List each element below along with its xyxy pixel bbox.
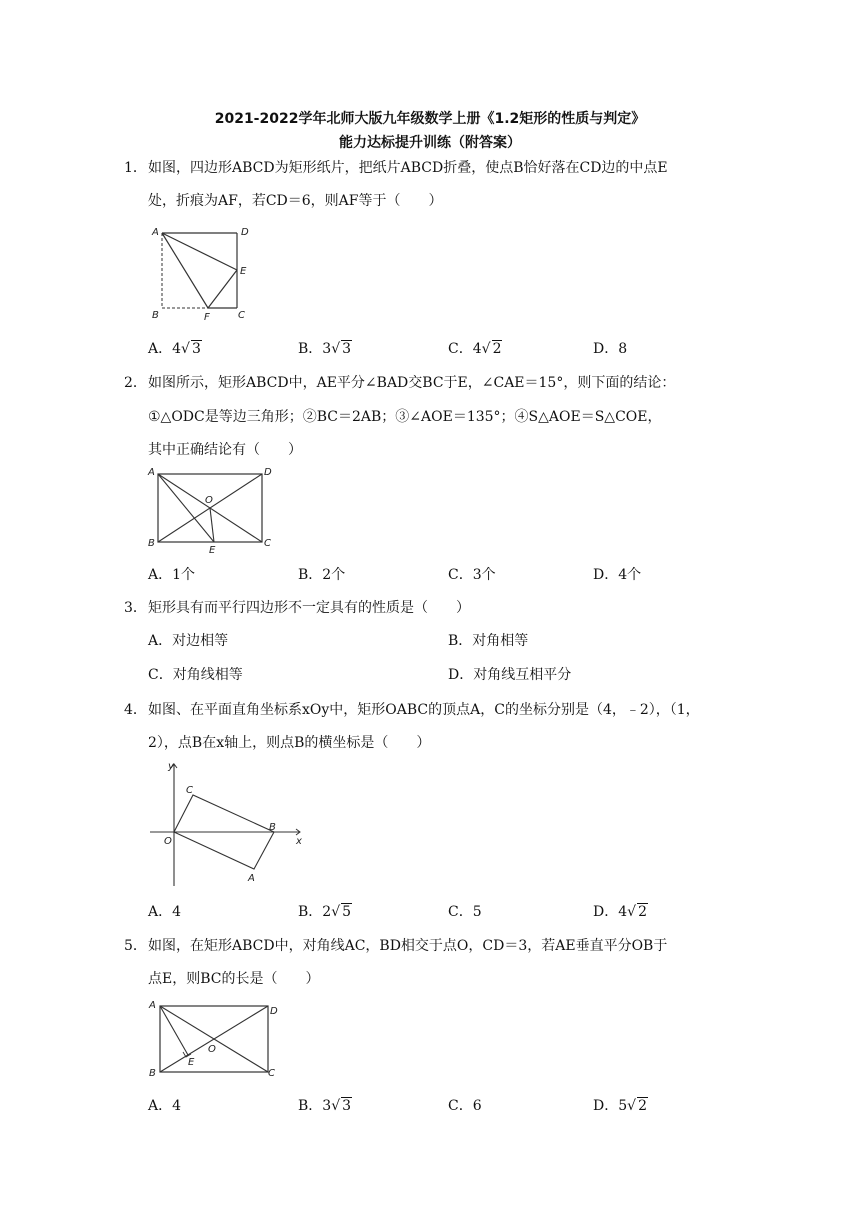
q1-option-c[interactable]: C．4√ 2	[448, 341, 502, 357]
q5-option-a[interactable]: A．4	[148, 1098, 182, 1114]
q5-option-b[interactable]: B．3√ 3	[298, 1098, 352, 1114]
q2-option-b[interactable]: B．2个	[298, 567, 346, 583]
q1-label-c: C	[238, 310, 245, 321]
q4-figure	[148, 760, 308, 890]
q5-segment-ae	[160, 1006, 188, 1055]
q2-option-c[interactable]: C．3个	[448, 567, 496, 583]
q3-option-c[interactable]: C．对角线相等	[148, 667, 243, 683]
q2-label-a: A	[148, 467, 155, 478]
document-title: 2021-2022学年北师大版九年级数学上册《1.2矩形的性质与判定》	[214, 111, 646, 127]
q4-label-o: O	[164, 836, 172, 847]
q1-option-d[interactable]: D．8	[593, 341, 628, 357]
q2-label-e: E	[209, 545, 216, 556]
q5-label-e: E	[188, 1057, 195, 1068]
q2-segment-ae	[158, 474, 214, 542]
q2-text-line3: 其中正确结论有（ ）	[148, 442, 302, 458]
q1-text-line1: 如图，四边形ABCD为矩形纸片，把纸片ABCD折叠，使点B恰好落在CD边的中点E	[148, 160, 668, 176]
q2-figure	[146, 466, 276, 556]
q2-segment-oe	[210, 508, 214, 542]
q4-text-line2: 2），点B在x轴上，则点B的横坐标是（ ）	[148, 735, 431, 751]
q5-label-o: O	[208, 1044, 216, 1055]
q4-option-a[interactable]: A．4	[148, 904, 182, 920]
q5-number: 5．	[124, 938, 147, 954]
q3-number: 3．	[124, 600, 147, 616]
q4-label-c: C	[186, 785, 193, 796]
q1-segment-ef	[208, 270, 237, 308]
q5-text-line1: 如图，在矩形ABCD中，对角线AC，BD相交于点O，CD＝3，若AE垂直平分OB于	[148, 938, 668, 954]
q4-label-a: A	[248, 873, 255, 884]
q3-option-b[interactable]: B．对角相等	[448, 633, 529, 649]
q4-label-x: x	[296, 836, 302, 847]
q2-label-d: D	[264, 467, 272, 478]
q4-label-b: B	[269, 822, 276, 833]
q5-option-c[interactable]: C．6	[448, 1098, 482, 1114]
q2-text-line2: ①△ODC是等边三角形；②BC＝2AB；③∠AOE＝135°；④S△AOE＝S△COE，	[148, 409, 662, 425]
q1-text-line2: 处，折痕为AF，若CD＝6，则AF等于（ ）	[148, 193, 443, 209]
q1-option-b[interactable]: B．3√ 3	[298, 341, 352, 357]
q1-label-b: B	[152, 310, 159, 321]
q5-label-d: D	[270, 1006, 278, 1017]
q5-text-line2: 点E，则BC的长是（ ）	[148, 971, 320, 987]
q1-label-e: E	[240, 266, 247, 277]
q4-option-c[interactable]: C．5	[448, 904, 482, 920]
q2-option-a[interactable]: A．1个	[148, 567, 196, 583]
q1-label-f: F	[204, 312, 210, 323]
q2-option-d[interactable]: D．4个	[593, 567, 642, 583]
q1-label-a: A	[152, 227, 159, 238]
q3-option-a[interactable]: A．对边相等	[148, 633, 229, 649]
q2-number: 2．	[124, 375, 147, 391]
q4-number: 4．	[124, 702, 147, 718]
q4-text-line1: 如图、在平面直角坐标系xOy中，矩形OABC的顶点A，C的坐标分别是（4，﹣2），（1，	[148, 702, 700, 718]
q5-option-d[interactable]: D．5√ 2	[593, 1098, 647, 1114]
q1-option-a[interactable]: A．4√ 3	[148, 341, 201, 357]
q5-label-c: C	[268, 1068, 275, 1079]
q1-label-d: D	[241, 227, 249, 238]
q1-number: 1．	[124, 160, 147, 176]
q2-text-line1: 如图所示，矩形ABCD中，AE平分∠BAD交BC于E，∠CAE＝15°，则下面的结论：	[148, 375, 676, 391]
q3-option-d[interactable]: D．对角线互相平分	[448, 667, 572, 683]
q5-figure	[146, 998, 286, 1084]
q3-text-line1: 矩形具有而平行四边形不一定具有的性质是（ ）	[148, 600, 470, 616]
q1-figure	[150, 226, 260, 322]
q5-label-a: A	[149, 1000, 156, 1011]
q4-label-y: y	[168, 761, 174, 772]
q2-label-o: O	[205, 495, 213, 506]
q4-option-d[interactable]: D．4√ 2	[593, 904, 647, 920]
q2-label-c: C	[264, 538, 271, 549]
q5-label-b: B	[149, 1068, 156, 1079]
q4-option-b[interactable]: B．2√ 5	[298, 904, 352, 920]
q2-label-b: B	[148, 538, 155, 549]
document-subtitle: 能力达标提升训练（附答案）	[339, 135, 521, 151]
